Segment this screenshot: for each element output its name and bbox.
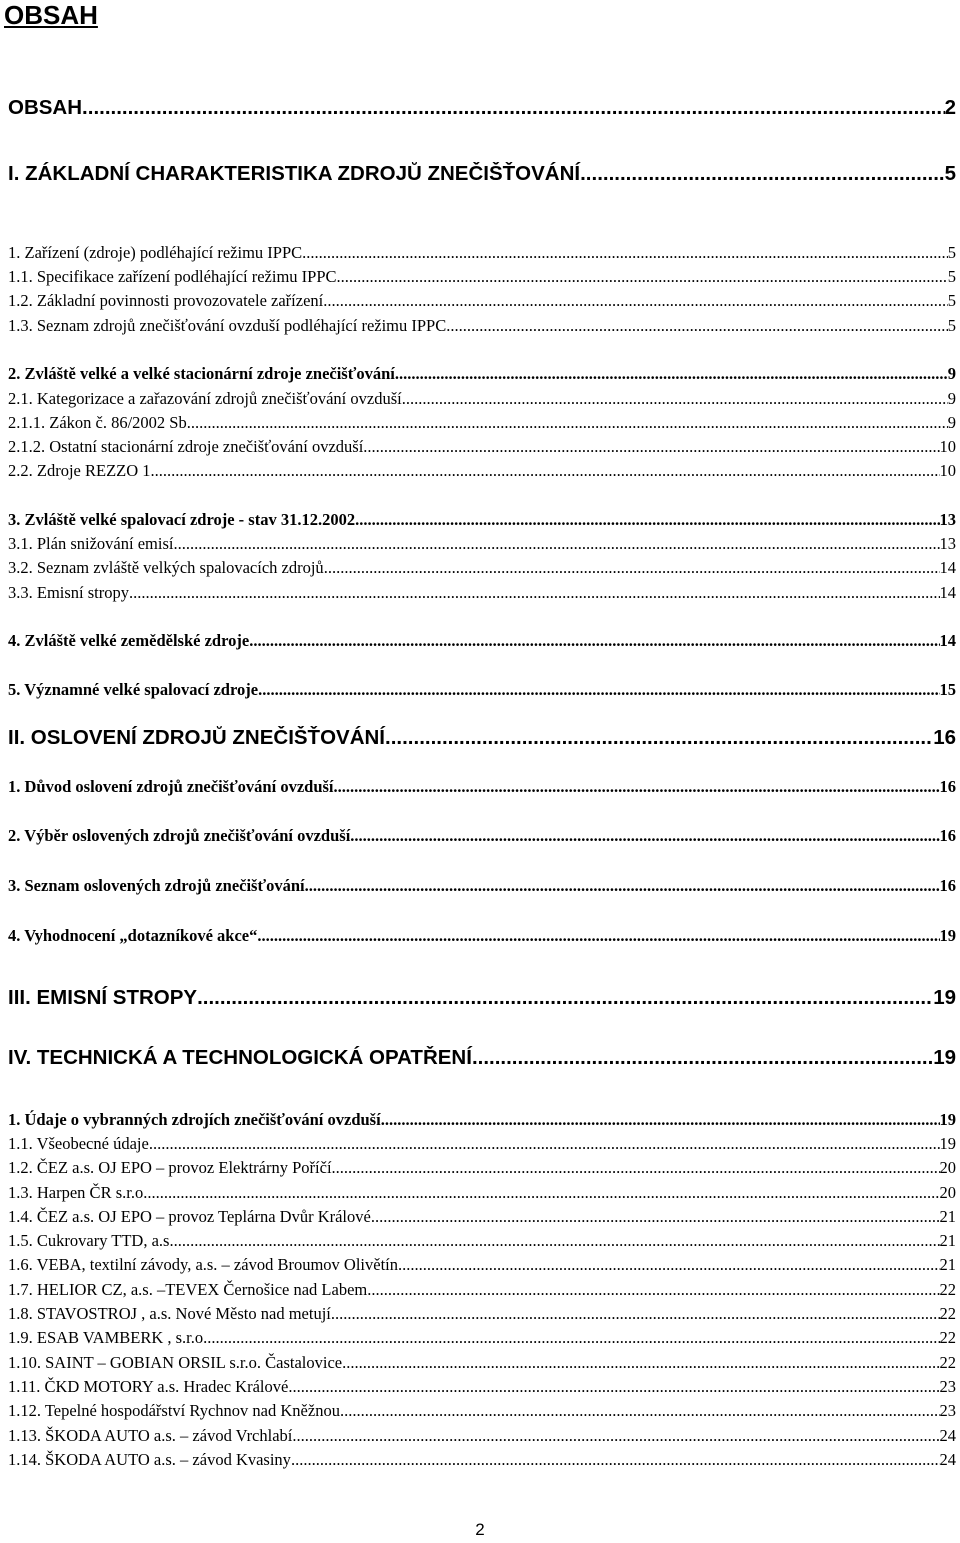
toc-entry-title: 1.3. Seznam zdrojů znečišťování ovzduší podléhající režimu IPPC	[8, 316, 447, 335]
toc-entry-page: 22	[939, 1280, 956, 1299]
toc-entry-title: IV. TECHNICKÁ A TECHNOLOGICKÁ OPATŘENÍ	[8, 1046, 472, 1069]
dot-leader	[324, 558, 940, 578]
toc-entry[interactable]	[8, 680, 956, 702]
toc-entry-title: III. EMISNÍ STROPY	[8, 986, 198, 1009]
dot-leader	[291, 1450, 940, 1470]
toc-entry[interactable]	[8, 1353, 956, 1375]
page-number: 2	[475, 1520, 485, 1539]
toc-entry-page: 14	[939, 558, 956, 577]
dot-leader	[580, 162, 944, 186]
toc-entry[interactable]	[8, 1450, 956, 1472]
toc-entry-title: 3.1. Plán snižování emisí	[8, 534, 174, 553]
dot-leader	[288, 1377, 939, 1397]
dot-leader	[305, 876, 940, 896]
toc-entry-page: 22	[939, 1353, 956, 1372]
dot-leader	[334, 777, 940, 797]
toc-entry-title: 2.2. Zdroje REZZO 1	[8, 461, 151, 480]
toc-entry-title: 1. Zařízení (zdroje) podléhající režimu IPPC	[8, 243, 303, 262]
toc-entry-title: 2. Zvláště velké a velké stacionární zdroje znečišťování	[8, 364, 395, 383]
toc-entry[interactable]	[8, 876, 956, 898]
toc-entry-page: 16	[939, 826, 956, 845]
toc-entry-page: 19	[939, 1110, 956, 1129]
toc-entry-title: 1.1. Specifikace zařízení podléhající režimu IPPC	[8, 267, 337, 286]
toc-entry[interactable]	[8, 267, 956, 289]
toc-entry[interactable]	[8, 413, 956, 435]
dot-leader	[395, 364, 948, 384]
toc-entry[interactable]	[8, 243, 956, 265]
dot-leader	[197, 986, 933, 1010]
dot-leader	[350, 826, 939, 846]
dot-leader	[446, 316, 948, 336]
toc-entry-title: I. ZÁKLADNÍ CHARAKTERISTIKA ZDROJŮ ZNEČIŠŤOVÁNÍ	[8, 162, 581, 185]
dot-leader	[302, 243, 948, 263]
toc-entry-title: 1.5. Cukrovary TTD, a.s.	[8, 1231, 174, 1250]
toc-entry-title: 1.6. VEBA, textilní závody, a.s. – závod Broumov Olivětín	[8, 1255, 398, 1274]
toc-entry-title: 1.13. ŠKODA AUTO a.s. – závod Vrchlabí	[8, 1426, 293, 1445]
toc-entry[interactable]	[8, 986, 956, 1012]
toc-entry-title: 1.11. ČKD MOTORY a.s. Hradec Králové	[8, 1377, 289, 1396]
toc-entry-title: 4. Zvláště velké zemědělské zdroje	[8, 631, 250, 650]
dot-leader	[147, 1183, 939, 1203]
dot-leader	[258, 680, 939, 700]
toc-entry-page: 10	[939, 437, 956, 456]
toc-entry-page: 20	[939, 1183, 956, 1202]
toc-entry[interactable]	[8, 534, 956, 556]
toc-entry-page: 10	[939, 461, 956, 480]
toc-entry-page: 19	[939, 1134, 956, 1153]
toc-entry-page: 23	[939, 1401, 956, 1420]
toc-entry-page: 9	[947, 413, 956, 432]
toc-entry-page: 22	[939, 1328, 956, 1347]
toc-entry[interactable]	[8, 631, 956, 653]
toc-entry[interactable]	[8, 1328, 956, 1350]
toc-entry-page: 21	[939, 1207, 956, 1226]
toc-entry-title: 2.1. Kategorizace a zařazování zdrojů znečišťování ovzduší	[8, 389, 402, 408]
toc-entry-page: 21	[939, 1231, 956, 1250]
toc-entry-page: 20	[939, 1158, 956, 1177]
toc-entry-page: 13	[939, 534, 956, 553]
toc-entry[interactable]	[8, 461, 956, 483]
toc-entry-page: 19	[933, 1046, 956, 1069]
toc-entry-page: 19	[939, 926, 956, 945]
toc-entry[interactable]	[8, 826, 956, 848]
toc-entry-page: 5	[944, 162, 956, 185]
toc-entry-title: 1. Důvod oslovení zdrojů znečišťování ovzduší	[8, 777, 334, 796]
dot-leader	[191, 413, 948, 433]
toc-entry[interactable]	[8, 726, 956, 752]
toc-entry-page: 16	[933, 726, 956, 749]
toc-entry[interactable]	[8, 1377, 956, 1399]
dot-leader	[323, 291, 948, 311]
dot-leader	[371, 1207, 940, 1227]
toc-entry[interactable]	[8, 1255, 956, 1277]
toc-entry-page: 24	[939, 1450, 956, 1469]
toc-entry[interactable]	[8, 162, 956, 188]
toc-entry-title: 1.14. ŠKODA AUTO a.s. – závod Kvasiny	[8, 1450, 291, 1469]
dot-leader	[257, 926, 939, 946]
toc-entry-page: 22	[939, 1304, 956, 1323]
toc-entry-title: 1.2. Základní povinnosti provozovatele zařízení	[8, 291, 324, 310]
toc-entry-page: 16	[939, 777, 956, 796]
table-of-contents	[8, 0, 960, 1543]
dot-leader	[129, 583, 939, 603]
toc-entry-title: 3. Zvláště velké spalovací zdroje - stav 31.12.2002	[8, 510, 356, 529]
toc-entry-page: 5	[947, 316, 956, 335]
toc-entry[interactable]	[8, 364, 956, 386]
dot-leader	[381, 1110, 940, 1130]
toc-entry-title: 3.3. Emisní stropy	[8, 583, 130, 602]
toc-entry-page: 24	[939, 1426, 956, 1445]
toc-entry-page: 14	[939, 631, 956, 650]
dot-leader	[355, 510, 939, 530]
toc-entry-title: 1. Údaje o vybranných zdrojích znečišťování ovzduší	[8, 1110, 381, 1129]
toc-entry-title: 1.4. ČEZ a.s. OJ EPO – provoz Teplárna Dvůr Králové	[8, 1207, 371, 1226]
toc-entry-title: 5. Významné velké spalovací zdroje	[8, 680, 259, 699]
toc-entry[interactable]	[8, 1183, 956, 1205]
dot-leader	[402, 389, 948, 409]
dot-leader	[207, 1328, 939, 1348]
toc-entry-page: 5	[947, 267, 956, 286]
toc-entry-title: 1.8. STAVOSTROJ , a.s. Nové Město nad metují	[8, 1304, 331, 1323]
toc-entry[interactable]	[8, 316, 956, 338]
toc-entry-title: 4. Vyhodnocení „dotazníkové akce“	[8, 926, 258, 945]
toc-entry[interactable]	[8, 389, 956, 411]
toc-entry-page: 9	[947, 389, 956, 408]
toc-entry-page: 19	[933, 986, 956, 1009]
toc-entry-page: 16	[939, 876, 956, 895]
toc-entry[interactable]	[8, 1046, 956, 1072]
toc-entry-page: 14	[939, 583, 956, 602]
dot-leader	[472, 1046, 933, 1070]
toc-entry-page: 21	[939, 1255, 956, 1274]
dot-leader	[367, 1280, 939, 1300]
dot-leader	[249, 631, 939, 651]
toc-entry-title: OBSAH	[8, 96, 83, 119]
toc-entry-page: 5	[947, 243, 956, 262]
toc-entry[interactable]	[8, 1207, 956, 1229]
toc-entry-title: 2. Výběr oslovených zdrojů znečišťování ovzduší	[8, 826, 351, 845]
toc-entry-title: 1.2. ČEZ a.s. OJ EPO – provoz Elektrárny Poříčí	[8, 1158, 332, 1177]
toc-entry-page: 15	[939, 680, 956, 699]
toc-entry-page: 9	[947, 364, 956, 383]
toc-entry-title: 1.12. Tepelné hospodářství Rychnov nad Kněžnou	[8, 1401, 340, 1420]
dot-leader	[331, 1304, 940, 1324]
toc-entry-title: 1.3. Harpen ČR s.r.o.	[8, 1183, 148, 1202]
toc-entry[interactable]	[8, 1280, 956, 1302]
toc-entry[interactable]	[8, 1158, 956, 1180]
dot-leader	[363, 437, 939, 457]
toc-entry[interactable]	[8, 1134, 956, 1156]
toc-entry-page: 23	[939, 1377, 956, 1396]
dot-leader	[173, 534, 939, 554]
toc-entry[interactable]	[8, 437, 956, 459]
toc-entry[interactable]	[8, 1231, 956, 1253]
dot-leader	[337, 267, 948, 287]
toc-entry-page: 13	[939, 510, 956, 529]
dot-leader	[342, 1353, 939, 1373]
toc-entry[interactable]	[8, 291, 956, 313]
toc-entry[interactable]	[8, 510, 956, 532]
toc-entry-title: 1.7. HELIOR CZ, a.s. –TEVEX Černošice nad Labem	[8, 1280, 368, 1299]
toc-entry-title: 1.10. SAINT – GOBIAN ORSIL s.r.o. Častalovice	[8, 1353, 343, 1372]
dot-leader	[340, 1401, 940, 1421]
toc-entry[interactable]	[8, 926, 956, 948]
toc-entry-title: 2.1.1. Zákon č. 86/2002 Sb.	[8, 413, 191, 432]
toc-entry[interactable]	[8, 1110, 956, 1132]
page-title: OBSAH	[4, 0, 98, 30]
toc-entry-title: 2.1.2. Ostatní stacionární zdroje znečišťování ovzduší	[8, 437, 364, 456]
toc-entry-page: 5	[947, 291, 956, 310]
toc-entry[interactable]	[8, 1426, 956, 1448]
toc-entry-title: 1.1. Všeobecné údaje	[8, 1134, 149, 1153]
dot-leader	[82, 96, 945, 120]
toc-entry[interactable]	[8, 1401, 956, 1423]
toc-entry-title: 3.2. Seznam zvláště velkých spalovacích zdrojů	[8, 558, 324, 577]
toc-entry[interactable]	[8, 777, 956, 799]
toc-entry[interactable]	[8, 558, 956, 580]
dot-leader	[385, 726, 933, 750]
dot-leader	[398, 1255, 940, 1275]
toc-entry-page: 2	[944, 96, 956, 119]
toc-entry[interactable]	[8, 583, 956, 605]
toc-entry[interactable]	[8, 96, 956, 122]
dot-leader	[292, 1426, 939, 1446]
toc-entry-title: 3. Seznam oslovených zdrojů znečišťování	[8, 876, 305, 895]
dot-leader	[332, 1158, 940, 1178]
dot-leader	[174, 1231, 940, 1251]
toc-entry-title: 1.9. ESAB VAMBERK , s.r.o.	[8, 1328, 208, 1347]
toc-entry-title: II. OSLOVENÍ ZDROJŮ ZNEČIŠŤOVÁNÍ	[8, 726, 386, 749]
toc-entry[interactable]	[8, 1304, 956, 1326]
dot-leader	[149, 1134, 940, 1154]
dot-leader	[151, 461, 940, 481]
